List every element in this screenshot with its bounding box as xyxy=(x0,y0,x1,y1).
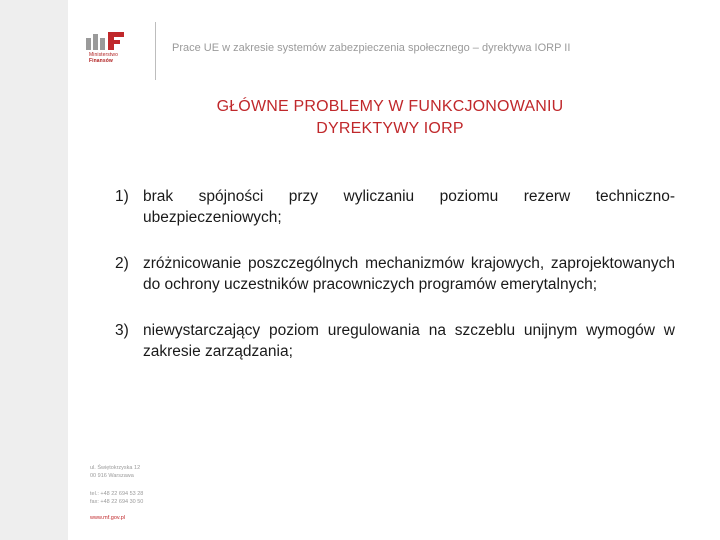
list-item-text: brak spójności przy wyliczaniu poziomu rezerw techniczno-ubezpieczeniowych; xyxy=(143,188,675,226)
footer-contact xyxy=(90,464,143,522)
list-item xyxy=(115,320,675,362)
footer-address-city: 00 916 Warszawa xyxy=(90,473,134,479)
list-item-number: 2) xyxy=(115,255,129,272)
list-item-number: 1) xyxy=(115,188,129,205)
list-item-number: 3) xyxy=(115,322,129,339)
list-item xyxy=(115,186,675,228)
slide-title-line2: DYREKTYWY IORP xyxy=(316,120,464,137)
header-divider xyxy=(155,22,156,80)
footer-phone: tel.: +48 22 694 53 28 xyxy=(90,491,144,497)
problems-list xyxy=(115,186,675,387)
logo-text-finance: Finansów xyxy=(89,58,113,64)
ministry-logo xyxy=(84,30,140,70)
footer-website-link[interactable]: www.mf.gov.pl xyxy=(90,515,126,521)
slide-title xyxy=(160,96,620,140)
footer-address-street: ul. Świętokrzyska 12 xyxy=(90,465,141,471)
list-item-text: zróżnicowanie poszczególnych mechanizmów krajowych, zaprojektowanych do ochrony uczestników pracowniczych programów emerytalnych; xyxy=(143,255,675,293)
mf-logo-icon xyxy=(84,30,140,52)
slide-title-line1: GŁÓWNE PROBLEMY W FUNKCJONOWANIU xyxy=(216,98,564,115)
list-item xyxy=(115,253,675,295)
header-title: Prace UE w zakresie systemów zabezpieczenia społecznego – dyrektywa IORP II xyxy=(172,42,571,54)
footer-fax: fax: +48 22 694 30 50 xyxy=(90,499,144,505)
left-sidebar-band xyxy=(0,0,68,540)
logo-text-ministry: Ministerstwo xyxy=(89,52,118,58)
list-item-text: niewystarczający poziom uregulowania na szczeblu unijnym wymogów w zakresie zarządzania; xyxy=(143,322,675,360)
